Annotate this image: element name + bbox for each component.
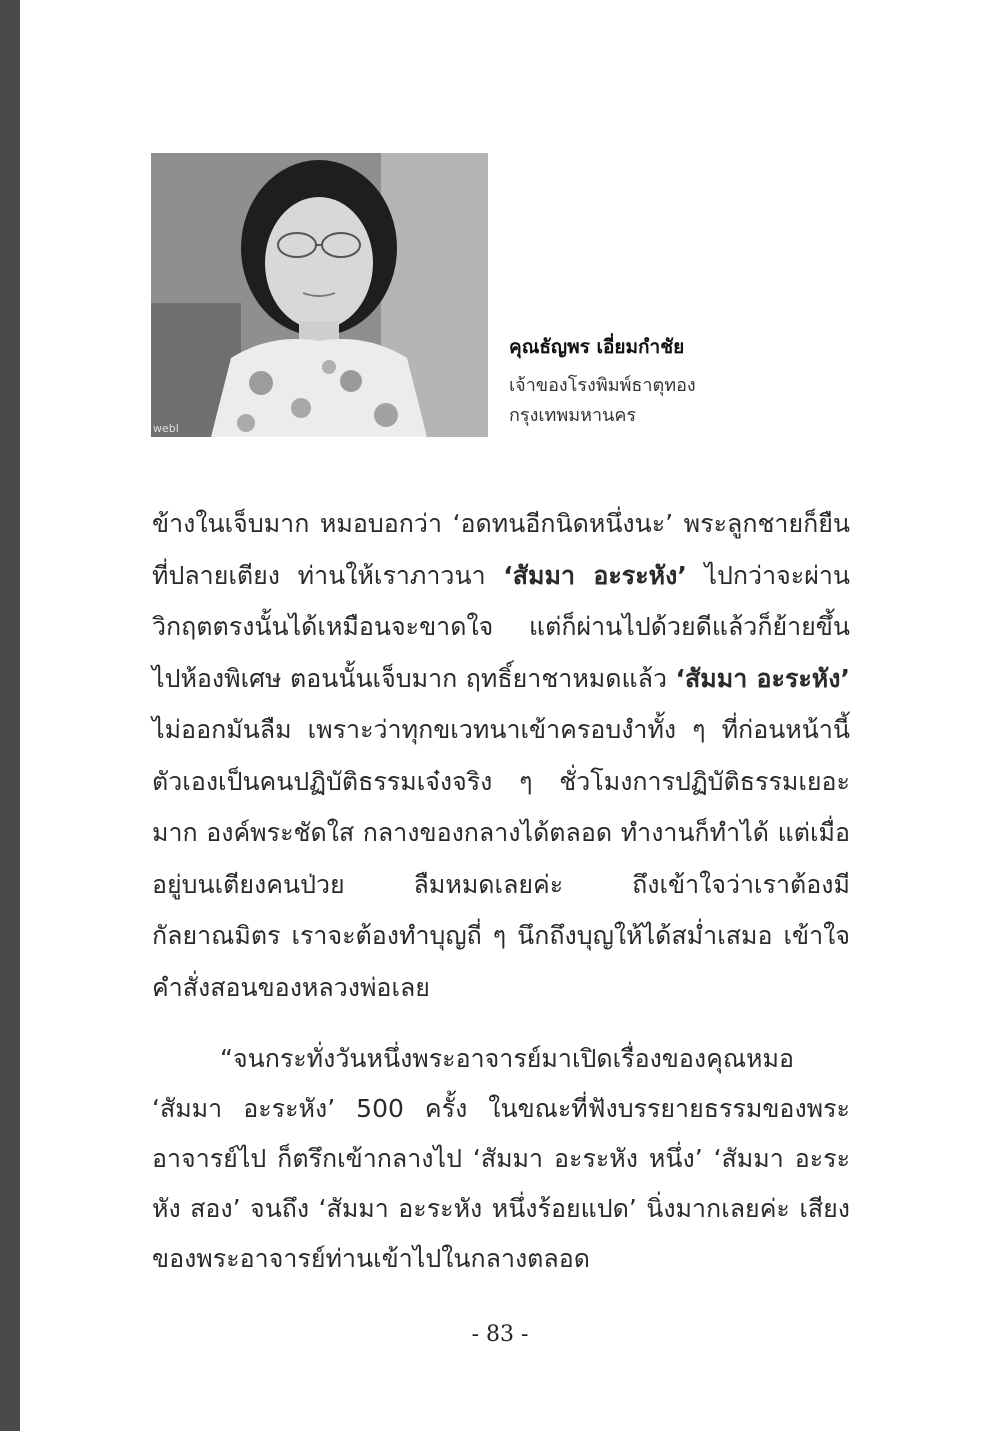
photo-caption: [509, 335, 839, 431]
paragraph-1-text-b: ไปกว่าจะผ่านวิกฤตตรงนั้นได้เหมือนจะขาดใจ แต่ก็ผ่านไปด้วยดีแล้วก็ย้ายขึ้นไปห้องพิเศษ ตอนนั้นเจ็บมาก ฤทธิ์ยาชาหมดแล้ว: [152, 560, 850, 693]
page-number: - 83 -: [471, 1322, 529, 1347]
book-spine: [0, 0, 20, 1431]
person-role: เจ้าของโรงพิมพ์ธาตุทอง: [509, 375, 696, 396]
person-name: คุณธัญพร เอี่ยมกำชัย: [509, 336, 685, 358]
mantra-bold-1: ‘สัมมา อะระหัง’: [503, 560, 687, 590]
photo-watermark: webl: [153, 422, 179, 435]
paragraph-1-text-a: ข้างในเจ็บมาก หมอบอกว่า ‘อดทนอีกนิดหนึ่งนะ’ พระลูกชายก็ยืนที่ปลายเตียง ท่านให้เราภาวนา: [152, 509, 850, 590]
portrait-illustration: [151, 153, 488, 437]
paragraph-2: “จนกระทั่งวันหนึ่งพระอาจารย์มาเปิดเรื่องของคุณหมอ ‘สัมมา อะระหัง’ 500 ครั้ง ในขณะที่ฟังบรรยายธรรมของพระอาจารย์ไป ก็ตรึกเข้ากลางไป ‘สัมมา อะระหัง หนึ่ง’ ‘สัมมา อะระหัง สอง’ จนถึง ‘สัมมา อะระหัง หนึ่งร้อยแปด’ นิ่งมากเลยค่ะ เสียงของพระอาจารย์ท่านเข้าไปในกลางตลอด: [152, 1044, 850, 1273]
paragraph-1: [152, 498, 850, 1013]
paragraph-1-text-c: ไม่ออกมันลืม เพราะว่าทุกขเวทนาเข้าครอบงำทั้ง ๆ ที่ก่อนหน้านี้ ตัวเองเป็นคนปฏิบัติธรรมเจ๋งจริง ๆ ชั่วโมงการปฏิบัติธรรมเยอะมาก องค์พระชัดใส กลางของกลางได้ตลอด ทำงานก็ทำได้ แต่เมื่ออยู่บนเตียงคนป่วย ลืมหมดเลยค่ะ ถึงเข้าใจว่าเราต้องมีกัลยาณมิตร เราจะต้องทำบุญถี่ ๆ นึกถึงบุญให้ได้สม่ำเสมอ เข้าใจคำสั่งสอนของหลวงพ่อเลย: [152, 715, 850, 1002]
mantra-bold-2: ‘สัมมา อะระหัง’: [675, 663, 850, 693]
portrait-photo: [151, 153, 488, 437]
person-location: กรุงเทพมหานคร: [509, 405, 637, 426]
